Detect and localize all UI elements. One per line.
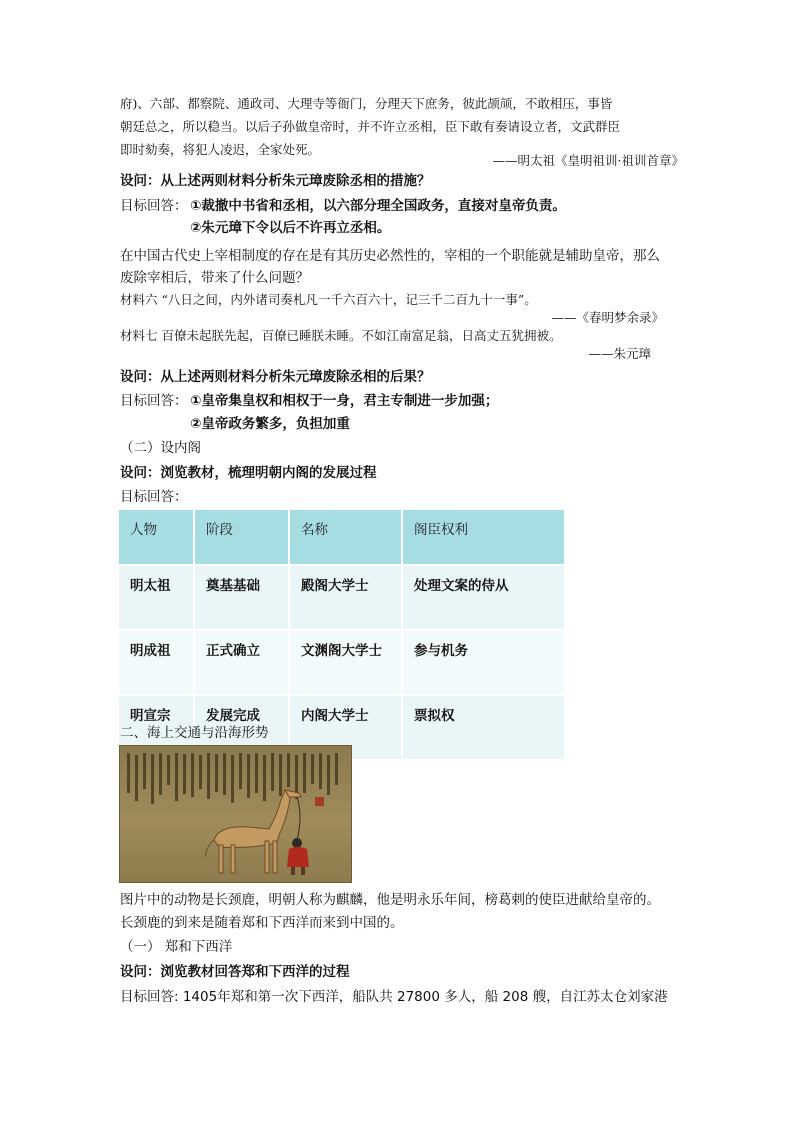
table-header-row [119,510,564,565]
table-header-cell: 人物 [119,510,194,565]
table-cell: 票拟权 [402,695,564,759]
material-six: 材料六 “八日之间，内外诸司奏札凡一千六百六十，记三千二百九十一事”。 [120,292,537,307]
table-cell: 参与机务 [402,630,564,695]
paragraph: 图片中的动物是长颈鹿，明朝人称为麒麟，他是明永乐年间，榜葛剌的使臣进献给皇帝的。 [120,892,660,908]
source-citation: ——《春明梦余录》 [551,310,664,325]
answer-item: ①皇帝集皇权和相权于一身，君主专制进一步加强； [190,393,499,409]
paragraph: 长颈鹿的到来是随着郑和下西洋而来到中国的。 [120,915,404,931]
text-line: 府)、六部、都察院、通政司、大理寺等衙门，分理天下庶务，彼此颉颃，不敢相压，事皆 [120,96,613,111]
paragraph: 在中国古代史上宰相制度的存在是有其历史必然性的，宰相的一个职能就是辅助皇帝，那么 [120,248,660,264]
answer-item: ②皇帝政务繁多，负担加重 [190,416,350,432]
question: 设问：从上述两则材料分析朱元璋废除丞相的措施？ [120,173,431,189]
material-seven: 材料七 百僚未起朕先起，百僚已睡朕未睡。不如江南富足翁，日高丈五犹拥被。 [120,328,562,343]
table-cell: 正式确立 [194,630,289,695]
table-cell: 发展完成 [194,695,289,759]
question: 设问：从上述两则材料分析朱元璋废除丞相的后果？ [120,369,431,385]
table-cell: 奠基基础 [194,565,289,630]
subsection-heading: （一） 郑和下西洋 [120,939,233,955]
text-line: 朝廷总之，所以稳当。以后子孙做皇帝时，并不许立丞相，臣下敢有奏请设立者，文武群臣 [120,119,621,134]
question: 设问：浏览教材回答郑和下西洋的过程 [120,964,350,980]
table-cell: 殿阁大学士 [289,565,402,630]
answer-label: 目标回答： [120,489,188,505]
answer-label: 目标回答： [120,198,188,214]
source-citation: ——朱元璋 [588,346,651,361]
text-line: 即时劾奏，将犯人凌迟，全家处死。 [120,142,321,157]
table-cell: 明成祖 [119,630,194,695]
subsection-heading: （二）设内阁 [120,440,201,456]
answer-item: ②朱元璋下令以后不许再立丞相。 [190,220,391,236]
paragraph: 废除宰相后，带来了什么问题？ [120,270,309,286]
table-header-cell: 名称 [289,510,402,565]
section-heading: 二、海上交通与沿海形势 [120,725,269,741]
cabinet-table [119,510,564,759]
source-citation: ——明太祖《皇明祖训·祖训首章》 [492,153,684,168]
table-row [119,630,564,695]
table-cell: 文渊阁大学士 [289,630,402,695]
table-header-cell: 阁臣权利 [402,510,564,565]
table-row [119,565,564,630]
table-cell: 处理文案的侍从 [402,565,564,630]
giraffe-painting-image [119,745,352,883]
answer-text: 目标回答: 1405年郑和第一次下西洋，船队共 27800 多人，船 208 艘，自江苏太仓刘家港 [120,989,668,1005]
answer-item: ①裁撤中书省和丞相，以六部分理全国政务，直接对皇帝负责。 [190,198,566,214]
table-header-cell: 阶段 [194,510,289,565]
table-cell: 明太祖 [119,565,194,630]
answer-label: 目标回答： [120,393,188,409]
table-cell: 明宣宗 [119,695,194,759]
question: 设问：浏览教材，梳理明朝内阁的发展过程 [120,465,377,481]
table-cell: 内阁大学士 [289,695,402,759]
